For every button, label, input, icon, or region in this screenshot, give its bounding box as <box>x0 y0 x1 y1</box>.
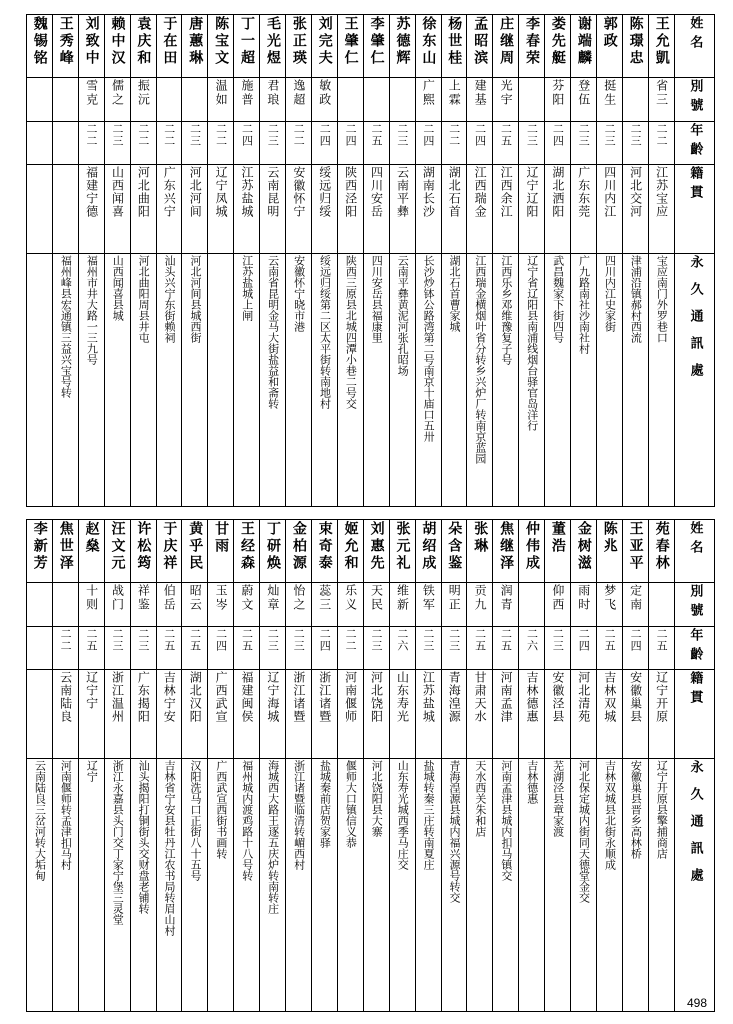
cell-alias: 温如 <box>208 78 234 122</box>
row-label-address: 永久通訊處 <box>675 254 715 507</box>
cell-address: 汕头揭阳打铜街头交财盘老铺转 <box>130 759 156 1012</box>
cell-age: 二三 <box>545 626 571 670</box>
cell-age: 二二 <box>208 121 234 165</box>
lower-table-wrapper <box>26 519 715 1012</box>
cell-address: 汕头兴宁东街赖祠 <box>156 254 182 507</box>
cell-alias: 雪克 <box>78 78 104 122</box>
cell-native: 河南孟津 <box>493 670 519 759</box>
cell-name: 张正瑛 <box>286 15 312 78</box>
cell-native: 山西闻喜 <box>104 165 130 254</box>
cell-alias <box>519 78 545 122</box>
row-label-alias: 別號 <box>675 583 715 627</box>
cell-address: 福州峰县宏通镇三益兴宝号转 <box>52 254 78 507</box>
cell-name: 金树滋 <box>571 520 597 583</box>
cell-native: 安徽泾县 <box>545 670 571 759</box>
cell-age: 二三 <box>596 121 622 165</box>
cell-native: 辽宁辽阳 <box>519 165 545 254</box>
cell-age: 二六 <box>389 626 415 670</box>
cell-native: 云南昆明 <box>260 165 286 254</box>
cell-age: 二五 <box>493 121 519 165</box>
cell-alias: 祥鉴 <box>130 583 156 627</box>
cell-age: 二四 <box>545 121 571 165</box>
cell-native: 福建闽侯 <box>234 670 260 759</box>
cell-address: 四川安岳县福康里 <box>363 254 389 507</box>
cell-name: 赖中汉 <box>104 15 130 78</box>
cell-alias: 明正 <box>441 583 467 627</box>
cell-address: 青海湟源县城内福兴源号转交 <box>441 759 467 1012</box>
cell-name: 丁研焕 <box>260 520 286 583</box>
cell-alias <box>389 78 415 122</box>
cell-alias: 灿章 <box>260 583 286 627</box>
cell-alias: 昭云 <box>182 583 208 627</box>
cell-age: 二二 <box>648 121 674 165</box>
cell-alias: 铁军 <box>415 583 441 627</box>
cell-age: 二二 <box>441 121 467 165</box>
cell-name: 朵含鉴 <box>441 520 467 583</box>
cell-address: 宝应南门外罗巷口 <box>648 254 674 507</box>
cell-native: 浙江诸暨 <box>311 670 337 759</box>
cell-native: 广东揭阳 <box>130 670 156 759</box>
cell-address: 天水西关朱和店 <box>467 759 493 1012</box>
row-label-native-place: 籍貫 <box>675 670 715 759</box>
cell-name: 庄继周 <box>493 15 519 78</box>
cell-name: 李新芳 <box>27 520 53 583</box>
cell-name: 汪文元 <box>104 520 130 583</box>
table-row-name <box>27 520 715 583</box>
cell-name: 丁一超 <box>234 15 260 78</box>
cell-age: 二三 <box>519 121 545 165</box>
cell-age: 二五 <box>467 626 493 670</box>
cell-alias: 仰西 <box>545 583 571 627</box>
cell-name: 王亚平 <box>622 520 648 583</box>
cell-age: 二五 <box>493 626 519 670</box>
cell-name: 魏锡铭 <box>27 15 53 78</box>
cell-address: 吉林省宁安县牡丹江农书局转眉山村 <box>156 759 182 1012</box>
cell-name: 杨世桂 <box>441 15 467 78</box>
table-row-alias <box>27 78 715 122</box>
cell-age: 二三 <box>363 626 389 670</box>
cell-alias: 维新 <box>389 583 415 627</box>
cell-name: 仲伟成 <box>519 520 545 583</box>
cell-native: 江苏盐城 <box>234 165 260 254</box>
cell-address: 辽宁省辽阳县南浦线烟台驿官岛洋行 <box>519 254 545 507</box>
cell-address: 海城西大路王逐五庆炉转南转庄 <box>260 759 286 1012</box>
cell-name: 孟昭滨 <box>467 15 493 78</box>
cell-native: 绥远归绥 <box>311 165 337 254</box>
cell-age: 二五 <box>363 121 389 165</box>
cell-name: 苏德辉 <box>389 15 415 78</box>
cell-native: 湖北石首 <box>441 165 467 254</box>
cell-address: 广九路南社沙南社村 <box>571 254 597 507</box>
cell-address: 偃师大口镇信义恭 <box>337 759 363 1012</box>
cell-native: 河北河间 <box>182 165 208 254</box>
cell-address: 浙江永嘉县头门交丁家宁堡三灵堂 <box>104 759 130 1012</box>
cell-name: 谢端麟 <box>571 15 597 78</box>
table-row-native-place <box>27 165 715 254</box>
cell-age: 二二 <box>52 626 78 670</box>
cell-name: 王允凱 <box>648 15 674 78</box>
cell-native: 湖南长沙 <box>415 165 441 254</box>
cell-address: 武昌魏家下街四号 <box>545 254 571 507</box>
cell-age: 二三 <box>571 121 597 165</box>
cell-address: 云南平彝黄泥河张孔昭场 <box>389 254 415 507</box>
cell-alias: 十则 <box>78 583 104 627</box>
cell-native: 青海湟源 <box>441 670 467 759</box>
cell-native: 河北清苑 <box>571 670 597 759</box>
cell-age: 二四 <box>311 121 337 165</box>
cell-alias: 逸超 <box>286 78 312 122</box>
cell-age: 二三 <box>130 626 156 670</box>
cell-address: 四川内江史家街 <box>596 254 622 507</box>
cell-alias: 蕊三 <box>311 583 337 627</box>
cell-age: 二四 <box>467 121 493 165</box>
cell-alias: 广熙 <box>415 78 441 122</box>
cell-alias <box>52 78 78 122</box>
cell-age: 二三 <box>182 121 208 165</box>
cell-alias: 登伍 <box>571 78 597 122</box>
cell-address: 浙江诸暨临清转嵋西村 <box>286 759 312 1012</box>
cell-name: 张元礼 <box>389 520 415 583</box>
table-row-alias <box>27 583 715 627</box>
cell-name: 陈璟忠 <box>622 15 648 78</box>
cell-address: 安徽怀宁晓市港 <box>286 254 312 507</box>
cell-address: 芜湖泾县章家渡 <box>545 759 571 1012</box>
cell-native: 吉林德惠 <box>519 670 545 759</box>
cell-age: 二四 <box>571 626 597 670</box>
cell-native: 吉林双城 <box>596 670 622 759</box>
cell-native: 河北交河 <box>622 165 648 254</box>
cell-alias: 梦飞 <box>596 583 622 627</box>
cell-age: 二四 <box>311 626 337 670</box>
table-row-name <box>27 15 715 78</box>
cell-name: 李肇仁 <box>363 15 389 78</box>
cell-alias: 敏政 <box>311 78 337 122</box>
cell-age <box>27 626 53 670</box>
cell-age: 二五 <box>596 626 622 670</box>
cell-name: 于在田 <box>156 15 182 78</box>
cell-age: 二四 <box>337 121 363 165</box>
cell-alias <box>182 78 208 122</box>
cell-name: 刘惠先 <box>363 520 389 583</box>
cell-name: 刘致中 <box>78 15 104 78</box>
cell-alias <box>519 583 545 627</box>
cell-age: 二五 <box>182 626 208 670</box>
cell-age: 二三 <box>389 121 415 165</box>
cell-native: 江苏盐城 <box>415 670 441 759</box>
table-row-native-place <box>27 670 715 759</box>
cell-native: 河北曲阳 <box>130 165 156 254</box>
cell-native: 江苏宝应 <box>648 165 674 254</box>
cell-age: 二五 <box>78 626 104 670</box>
cell-name: 李春荣 <box>519 15 545 78</box>
cell-age: 二五 <box>648 626 674 670</box>
cell-age <box>27 121 53 165</box>
cell-alias: 上霖 <box>441 78 467 122</box>
cell-native: 广东兴宁 <box>156 165 182 254</box>
cell-alias: 光宇 <box>493 78 519 122</box>
cell-native: 福建宁德 <box>78 165 104 254</box>
cell-address: 广西武宣西街书画转 <box>208 759 234 1012</box>
cell-age: 二三 <box>415 626 441 670</box>
lower-roster-table <box>26 519 715 1012</box>
cell-native: 山东寿光 <box>389 670 415 759</box>
cell-address: 云南省昆明金马大街盐益和斋转 <box>260 254 286 507</box>
cell-native: 安徽巢县 <box>622 670 648 759</box>
cell-alias <box>363 78 389 122</box>
cell-name: 焦继泽 <box>493 520 519 583</box>
table-row-age <box>27 121 715 165</box>
cell-native: 江西余江 <box>493 165 519 254</box>
cell-alias: 怡之 <box>286 583 312 627</box>
cell-native: 辽宁宁 <box>78 670 104 759</box>
cell-name: 毛光煜 <box>260 15 286 78</box>
cell-address: 江苏盐城上闸 <box>234 254 260 507</box>
row-label-age: 年齡 <box>675 121 715 165</box>
cell-native <box>52 165 78 254</box>
cell-native: 广东东莞 <box>571 165 597 254</box>
cell-name: 束奇泰 <box>311 520 337 583</box>
table-row-address <box>27 254 715 507</box>
cell-native <box>27 165 53 254</box>
table-row-address <box>27 759 715 1012</box>
cell-alias <box>27 78 53 122</box>
cell-address <box>27 254 53 507</box>
cell-name: 陈宝文 <box>208 15 234 78</box>
cell-alias <box>337 78 363 122</box>
cell-age: 二四 <box>622 626 648 670</box>
cell-alias: 君琅 <box>260 78 286 122</box>
cell-native: 云南平彝 <box>389 165 415 254</box>
cell-address: 湖北石首曹家城 <box>441 254 467 507</box>
cell-address: 盐城秦前店贺家驿 <box>311 759 337 1012</box>
cell-alias <box>27 583 53 627</box>
cell-address: 辽宁 <box>78 759 104 1012</box>
cell-address: 河南偃师转孟津扣马村 <box>52 759 78 1012</box>
table-row-age <box>27 626 715 670</box>
cell-address: 汉阳洗马口正街八十五号 <box>182 759 208 1012</box>
cell-native: 辽宁开原 <box>648 670 674 759</box>
row-label-name: 姓名 <box>675 520 715 583</box>
cell-native: 辽宁海城 <box>260 670 286 759</box>
cell-native: 陕西泾阳 <box>337 165 363 254</box>
cell-alias <box>622 78 648 122</box>
cell-age: 二二 <box>286 121 312 165</box>
cell-alias: 雨时 <box>571 583 597 627</box>
cell-age: 二六 <box>519 626 545 670</box>
cell-address: 山西闻喜县城 <box>104 254 130 507</box>
cell-address: 河南孟津县城内扣马镇交 <box>493 759 519 1012</box>
cell-native: 河北饶阳 <box>363 670 389 759</box>
cell-name: 娄先艇 <box>545 15 571 78</box>
cell-address: 津浦沿镇郝村西流 <box>622 254 648 507</box>
cell-alias: 施普 <box>234 78 260 122</box>
cell-address: 吉林双城县北街永顺成 <box>596 759 622 1012</box>
cell-address: 江西瑞金横烟叶省分转乡兴炉厂转南京蓝园 <box>467 254 493 507</box>
cell-native: 江西瑞金 <box>467 165 493 254</box>
cell-age: 二二 <box>156 121 182 165</box>
row-label-age: 年齡 <box>675 626 715 670</box>
cell-age: 二四 <box>234 121 260 165</box>
cell-age: 二五 <box>156 626 182 670</box>
cell-alias: 振沅 <box>130 78 156 122</box>
cell-name: 甘雨 <box>208 520 234 583</box>
cell-native: 浙江温州 <box>104 670 130 759</box>
cell-age: 二五 <box>234 626 260 670</box>
upper-roster-table <box>26 14 715 507</box>
cell-address: 河北河间县城西街 <box>182 254 208 507</box>
cell-age: 二二 <box>78 121 104 165</box>
cell-native: 四川安岳 <box>363 165 389 254</box>
cell-alias: 玉岑 <box>208 583 234 627</box>
cell-name: 黄乎民 <box>182 520 208 583</box>
cell-age: 二三 <box>104 626 130 670</box>
cell-name: 赵燊 <box>78 520 104 583</box>
row-label-native-place: 籍貫 <box>675 165 715 254</box>
cell-native <box>27 670 53 759</box>
cell-name: 王秀峰 <box>52 15 78 78</box>
cell-name: 陈兆 <box>596 520 622 583</box>
cell-age: 二三 <box>260 121 286 165</box>
cell-native: 云南陆良 <box>52 670 78 759</box>
cell-native: 河南偃师 <box>337 670 363 759</box>
cell-name: 张琳 <box>467 520 493 583</box>
cell-address: 云南陆良三岔河转大垢甸 <box>27 759 53 1012</box>
cell-name: 王肇仁 <box>337 15 363 78</box>
cell-alias: 省三 <box>648 78 674 122</box>
cell-address: 河北饶阳县大寨 <box>363 759 389 1012</box>
cell-name: 苑春林 <box>648 520 674 583</box>
cell-name: 袁庆和 <box>130 15 156 78</box>
cell-age: 二二 <box>337 626 363 670</box>
cell-age: 二三 <box>622 121 648 165</box>
cell-age: 二四 <box>415 121 441 165</box>
cell-address: 长沙炒钵公路湾第二号南京十庙口五卅 <box>415 254 441 507</box>
cell-alias: 蔚文 <box>234 583 260 627</box>
cell-age: 二三 <box>286 626 312 670</box>
cell-age: 二二 <box>130 121 156 165</box>
page-number: 498 <box>686 996 707 1010</box>
cell-alias: 润青 <box>493 583 519 627</box>
cell-native: 湖北汉阳 <box>182 670 208 759</box>
cell-native: 四川内江 <box>596 165 622 254</box>
row-label-address: 永久通訊處 <box>675 759 715 1012</box>
cell-name: 董浩 <box>545 520 571 583</box>
cell-alias: 挺生 <box>596 78 622 122</box>
cell-name: 焦世泽 <box>52 520 78 583</box>
cell-alias: 芬阳 <box>545 78 571 122</box>
cell-address: 福州城内渡鸡路十八号转 <box>234 759 260 1012</box>
cell-address: 河北曲阳周县井屯 <box>130 254 156 507</box>
cell-native: 广西武宣 <box>208 670 234 759</box>
cell-name: 许松筠 <box>130 520 156 583</box>
cell-address: 福州市井大路一三九号 <box>78 254 104 507</box>
cell-native: 安徽怀宁 <box>286 165 312 254</box>
cell-alias: 建基 <box>467 78 493 122</box>
cell-address: 吉林德惠 <box>519 759 545 1012</box>
cell-name: 王经森 <box>234 520 260 583</box>
cell-age: 二三 <box>260 626 286 670</box>
cell-alias: 天民 <box>363 583 389 627</box>
cell-name: 于庆祥 <box>156 520 182 583</box>
cell-address: 辽宁开原县擎捕商店 <box>648 759 674 1012</box>
cell-alias: 贡九 <box>467 583 493 627</box>
cell-native: 吉林宁安 <box>156 670 182 759</box>
cell-address: 河北保定城内街同天德堂金交 <box>571 759 597 1012</box>
row-label-alias: 別號 <box>675 78 715 122</box>
cell-address: 盐城转秦三庄转南夏庄 <box>415 759 441 1012</box>
cell-alias <box>52 583 78 627</box>
cell-name: 郭政 <box>596 15 622 78</box>
cell-name: 刘完夫 <box>311 15 337 78</box>
cell-age <box>52 121 78 165</box>
cell-native: 辽宁凤城 <box>208 165 234 254</box>
cell-age: 二三 <box>441 626 467 670</box>
cell-native: 浙江诸暨 <box>286 670 312 759</box>
cell-address: 安徽巢县晋乡高林桥 <box>622 759 648 1012</box>
row-label-name: 姓名 <box>675 15 715 78</box>
cell-alias: 伯岳 <box>156 583 182 627</box>
cell-native: 甘肃天水 <box>467 670 493 759</box>
cell-age: 二四 <box>208 626 234 670</box>
cell-alias: 定南 <box>622 583 648 627</box>
cell-alias: 乐义 <box>337 583 363 627</box>
cell-address: 绥远归绥第二区太平街转南地村 <box>311 254 337 507</box>
cell-alias: 儒之 <box>104 78 130 122</box>
cell-name: 唐蕙琳 <box>182 15 208 78</box>
cell-address: 陕西三原县北城四潭小巷二号交 <box>337 254 363 507</box>
cell-age: 二三 <box>104 121 130 165</box>
cell-native: 湖北洒阳 <box>545 165 571 254</box>
cell-address: 山东寿光城西季马庄交 <box>389 759 415 1012</box>
cell-name: 金柏源 <box>286 520 312 583</box>
cell-name: 徐东山 <box>415 15 441 78</box>
cell-alias: 战门 <box>104 583 130 627</box>
cell-alias <box>156 78 182 122</box>
cell-name: 姬允和 <box>337 520 363 583</box>
cell-address <box>208 254 234 507</box>
cell-alias <box>648 583 674 627</box>
cell-name: 胡绍成 <box>415 520 441 583</box>
cell-address: 江西乐乡邓维豫复子号 <box>493 254 519 507</box>
upper-table-wrapper <box>26 14 715 507</box>
